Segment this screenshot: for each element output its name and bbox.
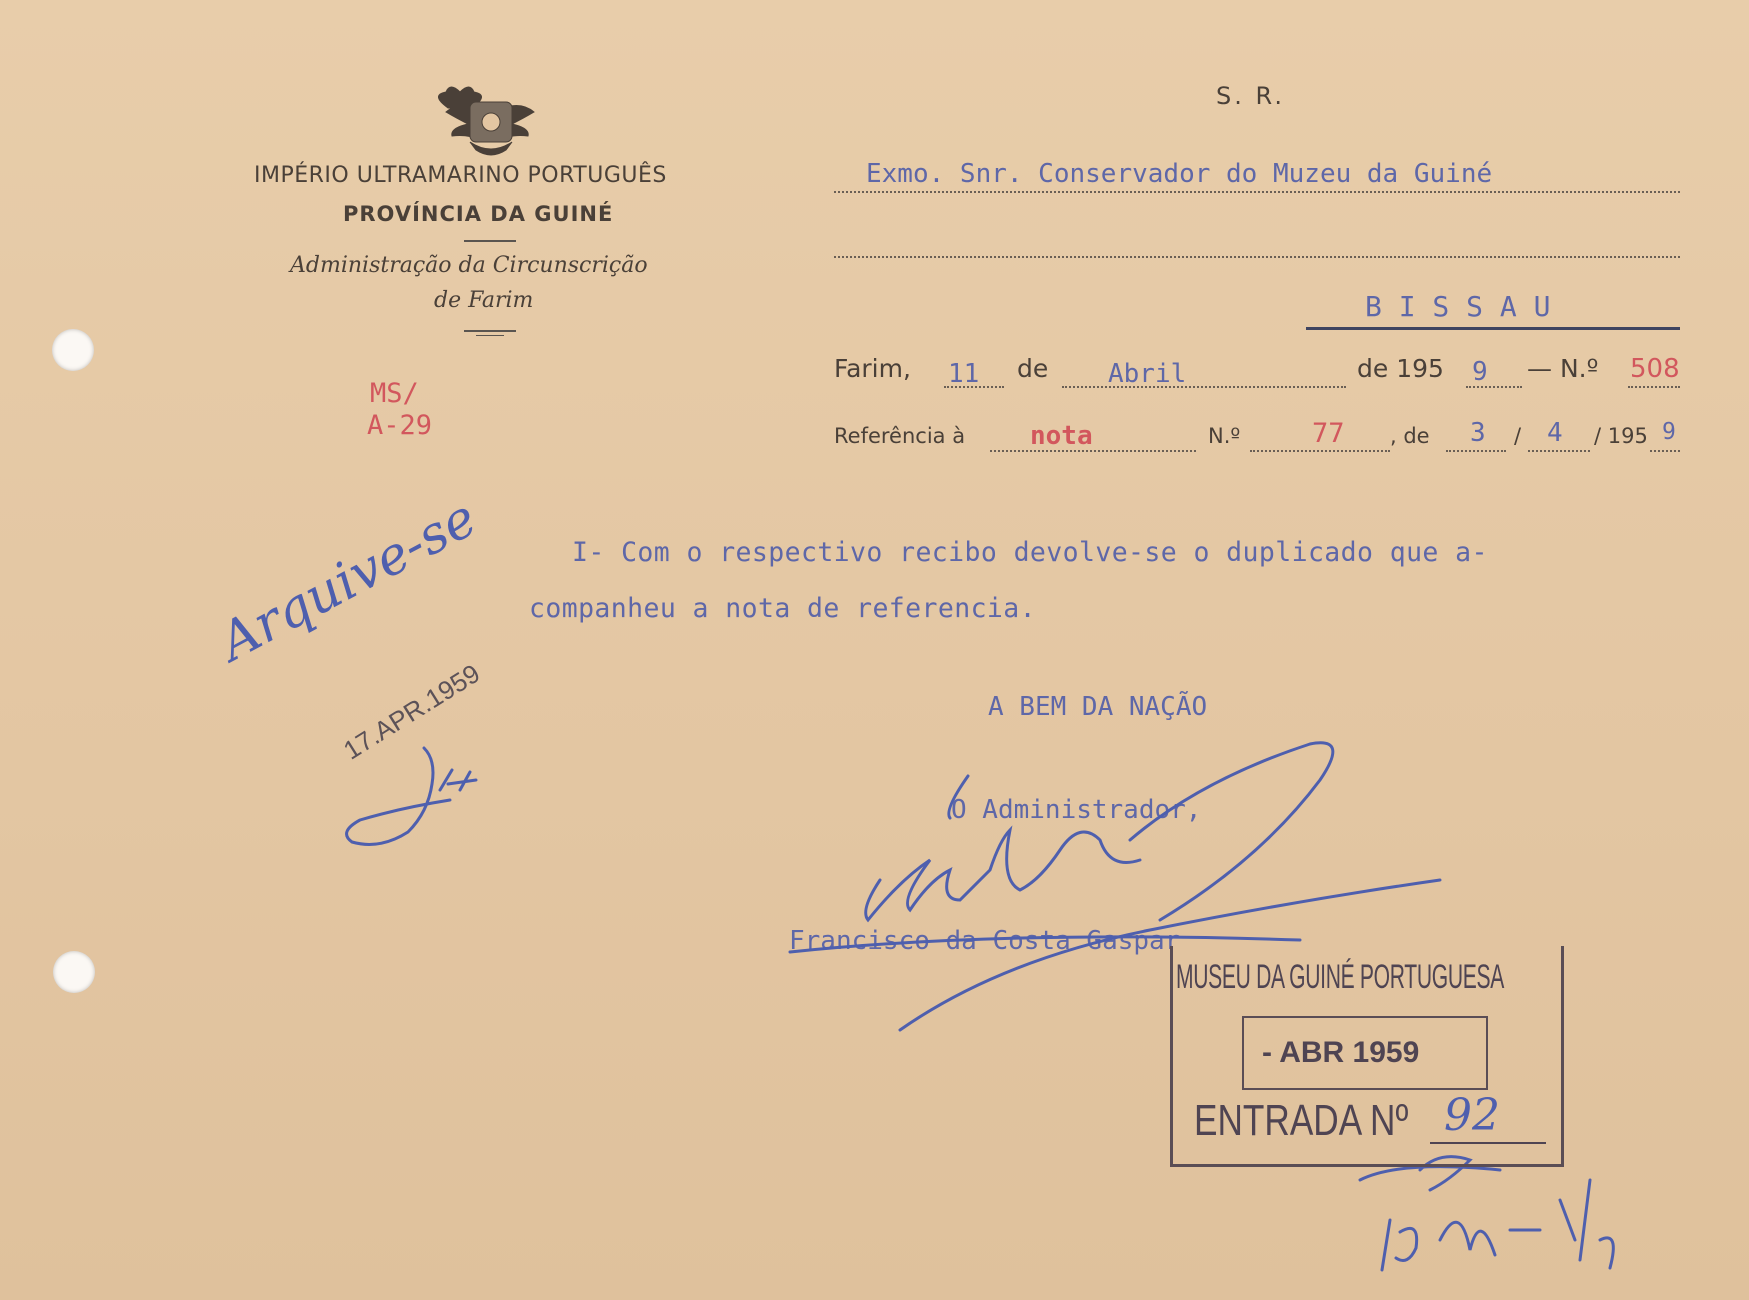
sr-mark: S. R. (1216, 82, 1285, 110)
signatory-role: O Administrador, (951, 795, 1202, 825)
city-underline (1306, 327, 1680, 330)
received-date-stamp: 17.APR.1959 (338, 658, 486, 766)
handwritten-note: Arquive-se (210, 488, 487, 673)
closing-salutation: A BEM DA NAÇÃO (988, 692, 1208, 722)
administration-line-2: de Farim (434, 288, 534, 313)
reference-code-line-1: MS/ (370, 378, 419, 409)
museum-stamp-entry-underline (1430, 1142, 1546, 1144)
empire-heading: IMPÉRIO ULTRAMARINO PORTUGUÊS (254, 163, 667, 188)
date-month: Abril (1108, 359, 1187, 389)
museum-stamp-title: MUSEU DA GUINÉ PORTUGUESA (1176, 958, 1505, 996)
body-line-2: companheu a nota de referencia. (529, 593, 1036, 624)
header-divider-2 (464, 330, 516, 332)
header-divider-1 (464, 240, 516, 242)
recipient-address: Exmo. Snr. Conservador do Muzeu da Guiné (866, 159, 1493, 189)
punch-hole-top (52, 329, 94, 371)
date-day: 11 (948, 359, 980, 389)
place-label: Farim, (834, 354, 911, 383)
date-month-field (1062, 386, 1346, 388)
reference-day-field (1446, 450, 1506, 452)
date-day-field (944, 386, 1004, 388)
reference-month: 4 (1547, 418, 1563, 448)
body-line-1: I- Com o respectivo recibo devolve-se o duplicado que a- (572, 537, 1488, 568)
reference-year-field (1650, 450, 1680, 452)
document-number-label: — N.º (1527, 354, 1599, 383)
reference-year-digit: 9 (1662, 419, 1676, 445)
museum-stamp-entry-number: 92 (1444, 1090, 1500, 1141)
museum-stamp-date: - ABR 1959 (1262, 1036, 1420, 1069)
document-number: 508 (1630, 354, 1680, 384)
destination-city: B I S S A U (1365, 290, 1551, 323)
punch-hole-bottom (53, 951, 95, 993)
reference-label: Referência à (834, 424, 966, 448)
reference-month-field (1528, 450, 1590, 452)
reference-type-field (990, 450, 1196, 452)
recipient-dotted-line (834, 191, 1680, 193)
date-de-label-2: de 195 (1357, 354, 1444, 383)
museum-stamp-entry-label: ENTRADA Nº (1194, 1096, 1409, 1145)
reference-number-label: N.º (1208, 424, 1241, 448)
date-de-label-1: de (1017, 354, 1049, 383)
header-divider-3 (476, 335, 504, 336)
blank-dotted-line (834, 256, 1680, 258)
reference-year-prefix: / 195 (1594, 424, 1648, 448)
reference-number-field (1250, 450, 1390, 452)
province-heading: PROVÍNCIA DA GUINÉ (343, 202, 614, 226)
date-year-digit: 9 (1472, 357, 1488, 387)
reference-number: 77 (1312, 418, 1345, 449)
date-year-field (1466, 386, 1522, 388)
reference-date-separator: / (1514, 424, 1522, 448)
reference-de-label: , de (1390, 424, 1430, 448)
reference-type: nota (1030, 421, 1093, 451)
document-number-field (1628, 386, 1680, 388)
administration-line-1: Administração da Circunscrição (290, 253, 648, 278)
signatory-name: Francisco da Costa Gaspar (789, 926, 1181, 956)
reference-day: 3 (1470, 418, 1486, 448)
reference-code-line-2: A-29 (367, 410, 433, 441)
